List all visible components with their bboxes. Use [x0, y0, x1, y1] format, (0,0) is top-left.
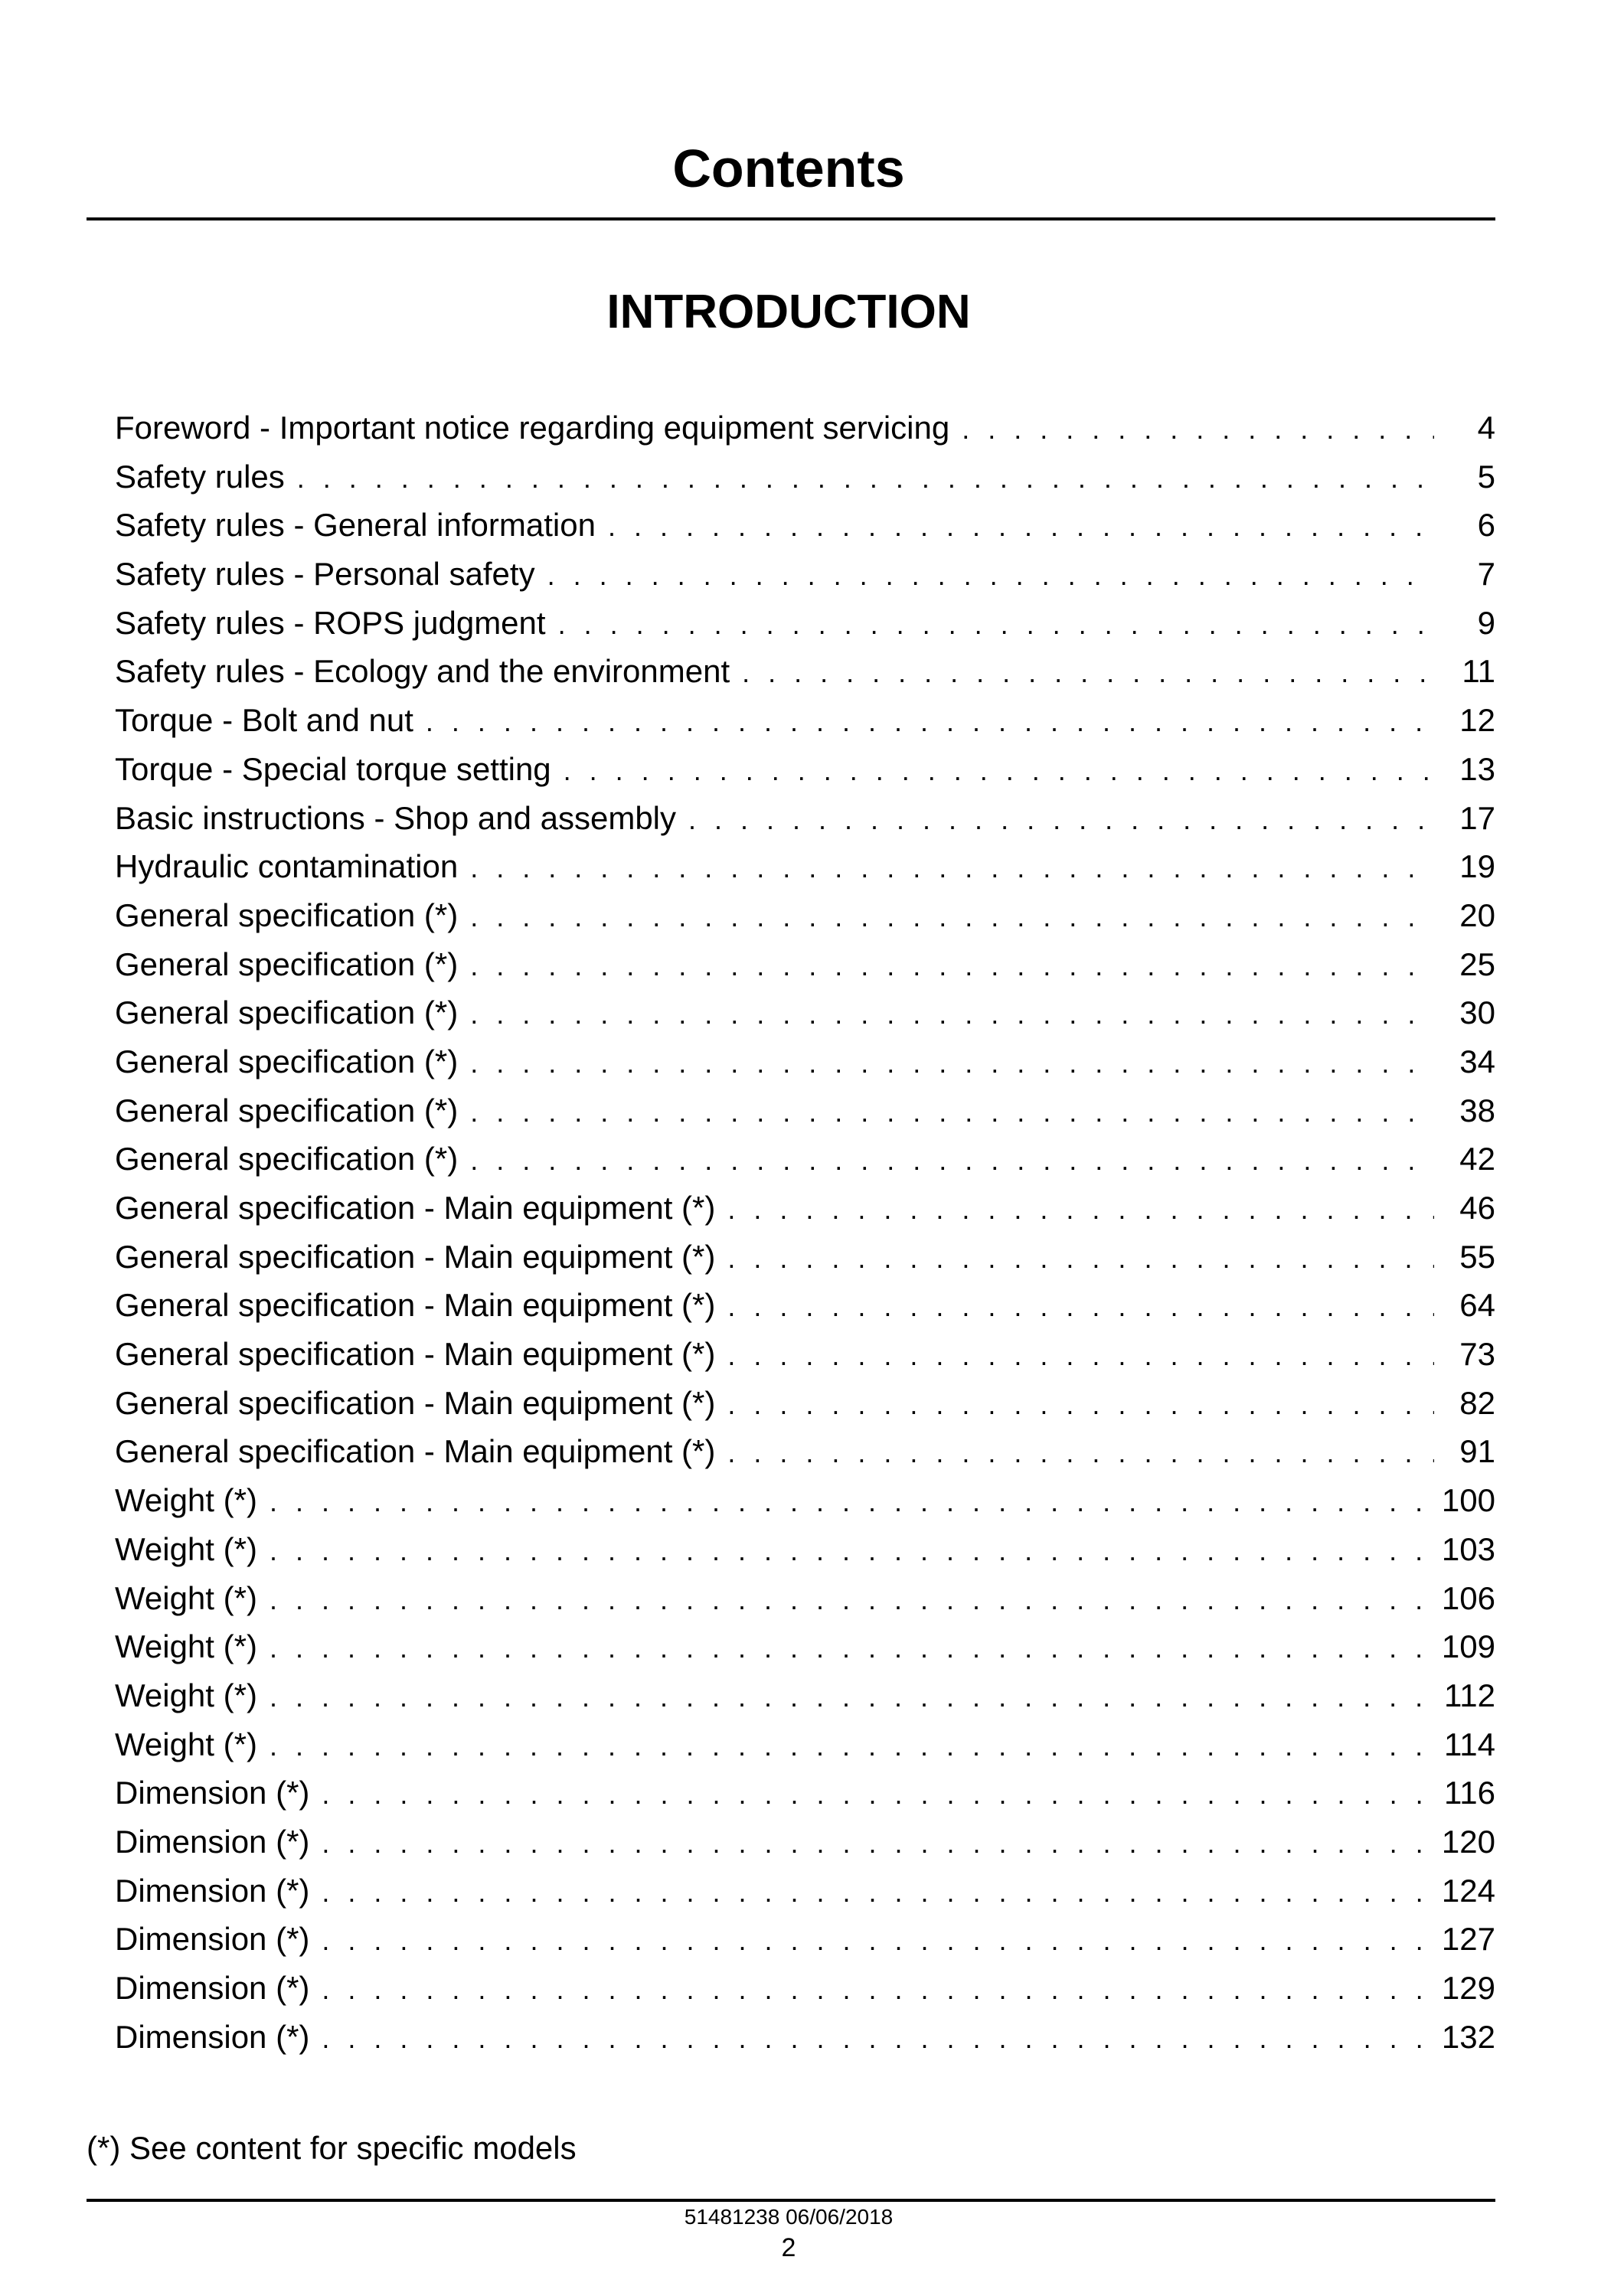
- toc-dot-leader: [322, 2014, 1434, 2063]
- toc-entry-page: 42: [1459, 1141, 1495, 1177]
- toc-entry[interactable]: [115, 1769, 1495, 1818]
- toc-entry-page: 124: [1441, 1872, 1495, 1909]
- toc-entry-title: General specification (*): [115, 994, 459, 1031]
- toc-entry[interactable]: [115, 1671, 1495, 1720]
- toc-dot-leader: [322, 1916, 1434, 1965]
- toc-entry[interactable]: [115, 1720, 1495, 1769]
- toc-dot-leader: [470, 1136, 1434, 1185]
- toc-entry[interactable]: [115, 1184, 1495, 1233]
- toc-entry-page: 129: [1441, 1970, 1495, 2006]
- toc-entry-title: Safety rules - General information: [115, 507, 596, 544]
- toc-entry-title: General specification (*): [115, 897, 459, 933]
- toc-dot-leader: [727, 1380, 1434, 1429]
- toc-dot-leader: [270, 1722, 1434, 1771]
- toc-entry-title: Torque - Special torque setting: [115, 750, 551, 787]
- toc-dot-leader: [322, 1965, 1434, 2014]
- document-id: 51481238 06/06/2018: [684, 2205, 894, 2229]
- toc-entry-title: General specification - Main equipment (*): [115, 1238, 716, 1275]
- toc-entry-page: 5: [1477, 458, 1495, 495]
- toc-entry-title: Weight (*): [115, 1677, 257, 1713]
- toc-entry-title: Safety rules - Ecology and the environment: [115, 653, 730, 690]
- toc-dot-leader: [297, 454, 1434, 503]
- toc-entry[interactable]: [115, 1964, 1495, 2013]
- toc-entry-page: 120: [1441, 1823, 1495, 1860]
- toc-entry-page: 19: [1459, 848, 1495, 885]
- toc-dot-leader: [270, 1576, 1434, 1625]
- toc-dot-leader: [564, 746, 1434, 795]
- toc-entry-title: Weight (*): [115, 1482, 257, 1519]
- toc-entry-title: Weight (*): [115, 1579, 257, 1616]
- toc-entry-title: General specification - Main equipment (*): [115, 1384, 716, 1421]
- toc-entry-page: 100: [1441, 1482, 1495, 1519]
- toc-entry[interactable]: [115, 1622, 1495, 1671]
- toc-entry-page: 6: [1477, 507, 1495, 544]
- toc-entry[interactable]: [115, 1281, 1495, 1330]
- toc-entry-title: Weight (*): [115, 1628, 257, 1665]
- toc-dot-leader: [547, 551, 1434, 600]
- toc-entry[interactable]: [115, 794, 1495, 843]
- toc-entry-title: Dimension (*): [115, 1921, 310, 1958]
- toc-entry[interactable]: [115, 1086, 1495, 1135]
- toc-entry[interactable]: [115, 1379, 1495, 1428]
- header-divider: [87, 217, 1495, 220]
- toc-entry-page: 46: [1459, 1190, 1495, 1226]
- toc-entry-page: 114: [1444, 1726, 1495, 1762]
- toc-entry-title: Dimension (*): [115, 2018, 310, 2055]
- toc-entry[interactable]: [115, 647, 1495, 696]
- toc-dot-leader: [727, 1331, 1434, 1380]
- toc-entry[interactable]: [115, 1135, 1495, 1184]
- toc-dot-leader: [270, 1624, 1434, 1673]
- toc-entry[interactable]: [115, 452, 1495, 501]
- toc-dot-leader: [322, 1770, 1434, 1819]
- toc-entry[interactable]: [115, 842, 1495, 891]
- toc-entry-page: 55: [1459, 1238, 1495, 1275]
- toc-dot-leader: [727, 1185, 1434, 1234]
- toc-entry[interactable]: [115, 501, 1495, 550]
- toc-entry-title: Basic instructions - Shop and assembly: [115, 799, 677, 836]
- toc-entry[interactable]: [115, 696, 1495, 745]
- toc-dot-leader: [608, 502, 1434, 551]
- toc-entry-title: General specification (*): [115, 1092, 459, 1128]
- toc-entry[interactable]: [115, 1427, 1495, 1476]
- toc-entry-page: 91: [1459, 1433, 1495, 1470]
- toc-entry[interactable]: [115, 1574, 1495, 1623]
- toc-entry-page: 25: [1459, 946, 1495, 982]
- toc-entry-title: Dimension (*): [115, 1970, 310, 2006]
- toc-entry-title: Dimension (*): [115, 1872, 310, 1909]
- toc-entry-page: 64: [1459, 1287, 1495, 1324]
- toc-entry[interactable]: [115, 1867, 1495, 1916]
- toc-entry-title: Safety rules - Personal safety: [115, 556, 535, 593]
- table-of-contents: [115, 403, 1495, 2061]
- toc-entry-title: General specification - Main equipment (*): [115, 1336, 716, 1373]
- toc-dot-leader: [270, 1478, 1434, 1527]
- toc-entry-title: Dimension (*): [115, 1775, 310, 1811]
- toc-entry-page: 17: [1459, 799, 1495, 836]
- toc-entry[interactable]: [115, 1037, 1495, 1086]
- toc-entry-page: 38: [1459, 1092, 1495, 1128]
- toc-dot-leader: [322, 1819, 1434, 1868]
- toc-entry-title: Foreword - Important notice regarding equipment servicing: [115, 410, 950, 446]
- toc-dot-leader: [558, 600, 1434, 649]
- toc-dot-leader: [727, 1429, 1434, 1478]
- toc-dot-leader: [962, 405, 1434, 454]
- footnote: (*) See content for specific models: [87, 2130, 577, 2166]
- toc-entry-title: General specification (*): [115, 946, 459, 982]
- toc-entry-title: Safety rules - ROPS judgment: [115, 604, 546, 641]
- toc-dot-leader: [470, 844, 1434, 893]
- toc-entry-title: Torque - Bolt and nut: [115, 702, 413, 739]
- toc-entry-title: Dimension (*): [115, 1823, 310, 1860]
- toc-entry-page: 34: [1459, 1043, 1495, 1079]
- toc-entry[interactable]: [115, 745, 1495, 794]
- toc-entry[interactable]: [115, 550, 1495, 599]
- toc-entry-page: 82: [1459, 1384, 1495, 1421]
- toc-entry[interactable]: [115, 2013, 1495, 2062]
- toc-entry-page: 103: [1441, 1530, 1495, 1567]
- toc-entry[interactable]: [115, 1233, 1495, 1282]
- toc-dot-leader: [742, 648, 1434, 697]
- toc-entry-title: General specification - Main equipment (*): [115, 1433, 716, 1470]
- toc-entry-title: Weight (*): [115, 1726, 257, 1762]
- toc-entry[interactable]: [115, 988, 1495, 1037]
- toc-entry-page: 7: [1477, 556, 1495, 593]
- toc-dot-leader: [470, 1088, 1434, 1137]
- toc-entry-page: 30: [1459, 994, 1495, 1031]
- toc-dot-leader: [470, 942, 1434, 991]
- toc-entry-page: 73: [1459, 1336, 1495, 1373]
- toc-entry[interactable]: [115, 599, 1495, 648]
- toc-dot-leader: [426, 697, 1434, 746]
- toc-entry-title: General specification (*): [115, 1141, 459, 1177]
- toc-entry[interactable]: [115, 1915, 1495, 1964]
- toc-entry-page: 106: [1441, 1579, 1495, 1616]
- toc-entry-page: 4: [1477, 410, 1495, 446]
- toc-entry-page: 109: [1441, 1628, 1495, 1665]
- toc-entry-page: 9: [1477, 604, 1495, 641]
- toc-dot-leader: [727, 1282, 1434, 1331]
- page-title: Contents: [672, 139, 905, 198]
- toc-entry-title: Hydraulic contamination: [115, 848, 459, 885]
- toc-entry[interactable]: [115, 1525, 1495, 1574]
- toc-entry[interactable]: [115, 1330, 1495, 1379]
- toc-dot-leader: [322, 1868, 1434, 1917]
- page-number: 2: [781, 2233, 796, 2262]
- toc-entry-page: 132: [1441, 2018, 1495, 2055]
- toc-entry-title: Safety rules: [115, 458, 285, 495]
- toc-dot-leader: [470, 990, 1434, 1039]
- section-title: INTRODUCTION: [606, 286, 971, 338]
- toc-entry[interactable]: [115, 891, 1495, 940]
- toc-entry-page: 20: [1459, 897, 1495, 933]
- toc-entry-page: 127: [1441, 1921, 1495, 1958]
- toc-entry[interactable]: [115, 940, 1495, 989]
- toc-entry-title: General specification (*): [115, 1043, 459, 1079]
- toc-dot-leader: [270, 1673, 1434, 1722]
- toc-entry-page: 116: [1444, 1775, 1495, 1811]
- toc-entry[interactable]: [115, 1818, 1495, 1867]
- toc-dot-leader: [688, 795, 1434, 844]
- toc-entry-title: Weight (*): [115, 1530, 257, 1567]
- toc-entry[interactable]: [115, 1476, 1495, 1525]
- toc-entry-title: General specification - Main equipment (*): [115, 1287, 716, 1324]
- toc-dot-leader: [470, 893, 1434, 942]
- toc-entry-page: 112: [1444, 1677, 1495, 1713]
- toc-entry-title: General specification - Main equipment (*): [115, 1190, 716, 1226]
- toc-entry-page: 11: [1462, 653, 1495, 690]
- toc-dot-leader: [270, 1527, 1434, 1576]
- toc-dot-leader: [470, 1039, 1434, 1088]
- toc-entry-page: 12: [1459, 702, 1495, 739]
- toc-entry-page: 13: [1459, 750, 1495, 787]
- toc-dot-leader: [727, 1234, 1434, 1283]
- toc-entry[interactable]: [115, 403, 1495, 452]
